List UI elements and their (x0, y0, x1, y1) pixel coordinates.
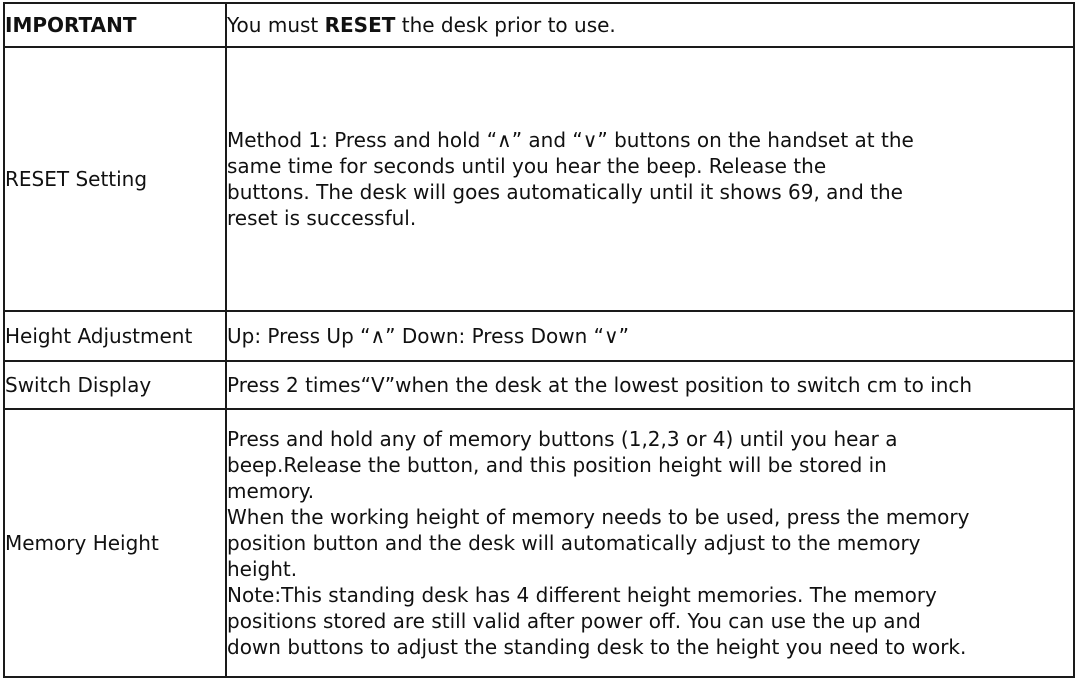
row-label-important: IMPORTANT (4, 3, 226, 47)
memory-line: When the working height of memory needs to be used, press the memory (227, 505, 970, 529)
important-text-prefix: You must (227, 13, 325, 37)
instruction-table (3, 2, 1075, 678)
row-label-height-adjustment: Height Adjustment (4, 311, 226, 361)
memory-line: positions stored are still valid after power off. You can use the up and (227, 609, 921, 633)
memory-line: Note:This standing desk has 4 different height memories. The memory (227, 583, 937, 607)
row-label-memory-height: Memory Height (4, 409, 226, 677)
row-value-reset-setting (226, 47, 1074, 311)
memory-line: beep.Release the button, and this position height will be stored in (227, 453, 887, 477)
memory-line: Press and hold any of memory buttons (1,2,3 or 4) until you hear a (227, 427, 898, 451)
important-text-bold: RESET (324, 13, 396, 37)
row-label-switch-display: Switch Display (4, 361, 226, 409)
row-value-important (226, 3, 1074, 47)
memory-line: down buttons to adjust the standing desk to the height you need to work. (227, 635, 967, 659)
memory-line: height. (227, 557, 298, 581)
table-row-switch-display (4, 361, 1074, 409)
table-row-height-adjustment (4, 311, 1074, 361)
reset-line: buttons. The desk will goes automatically until it shows 69, and the (227, 180, 903, 204)
memory-line: position button and the desk will automatically adjust to the memory (227, 531, 921, 555)
memory-line: memory. (227, 479, 315, 503)
table-row-important (4, 3, 1074, 47)
reset-line: same time for seconds until you hear the beep. Release the (227, 154, 827, 178)
table-row-reset-setting (4, 47, 1074, 311)
row-value-switch-display: Press 2 times“V”when the desk at the lowest position to switch cm to inch (226, 361, 1074, 409)
row-label-reset-setting: RESET Setting (4, 47, 226, 311)
reset-line: Method 1: Press and hold “∧” and “∨” buttons on the handset at the (227, 128, 914, 152)
table-row-memory-height (4, 409, 1074, 677)
row-value-memory-height (226, 409, 1074, 677)
reset-line: reset is successful. (227, 206, 417, 230)
important-text-suffix: the desk prior to use. (395, 13, 616, 37)
row-value-height-adjustment: Up: Press Up “∧” Down: Press Down “∨” (226, 311, 1074, 361)
